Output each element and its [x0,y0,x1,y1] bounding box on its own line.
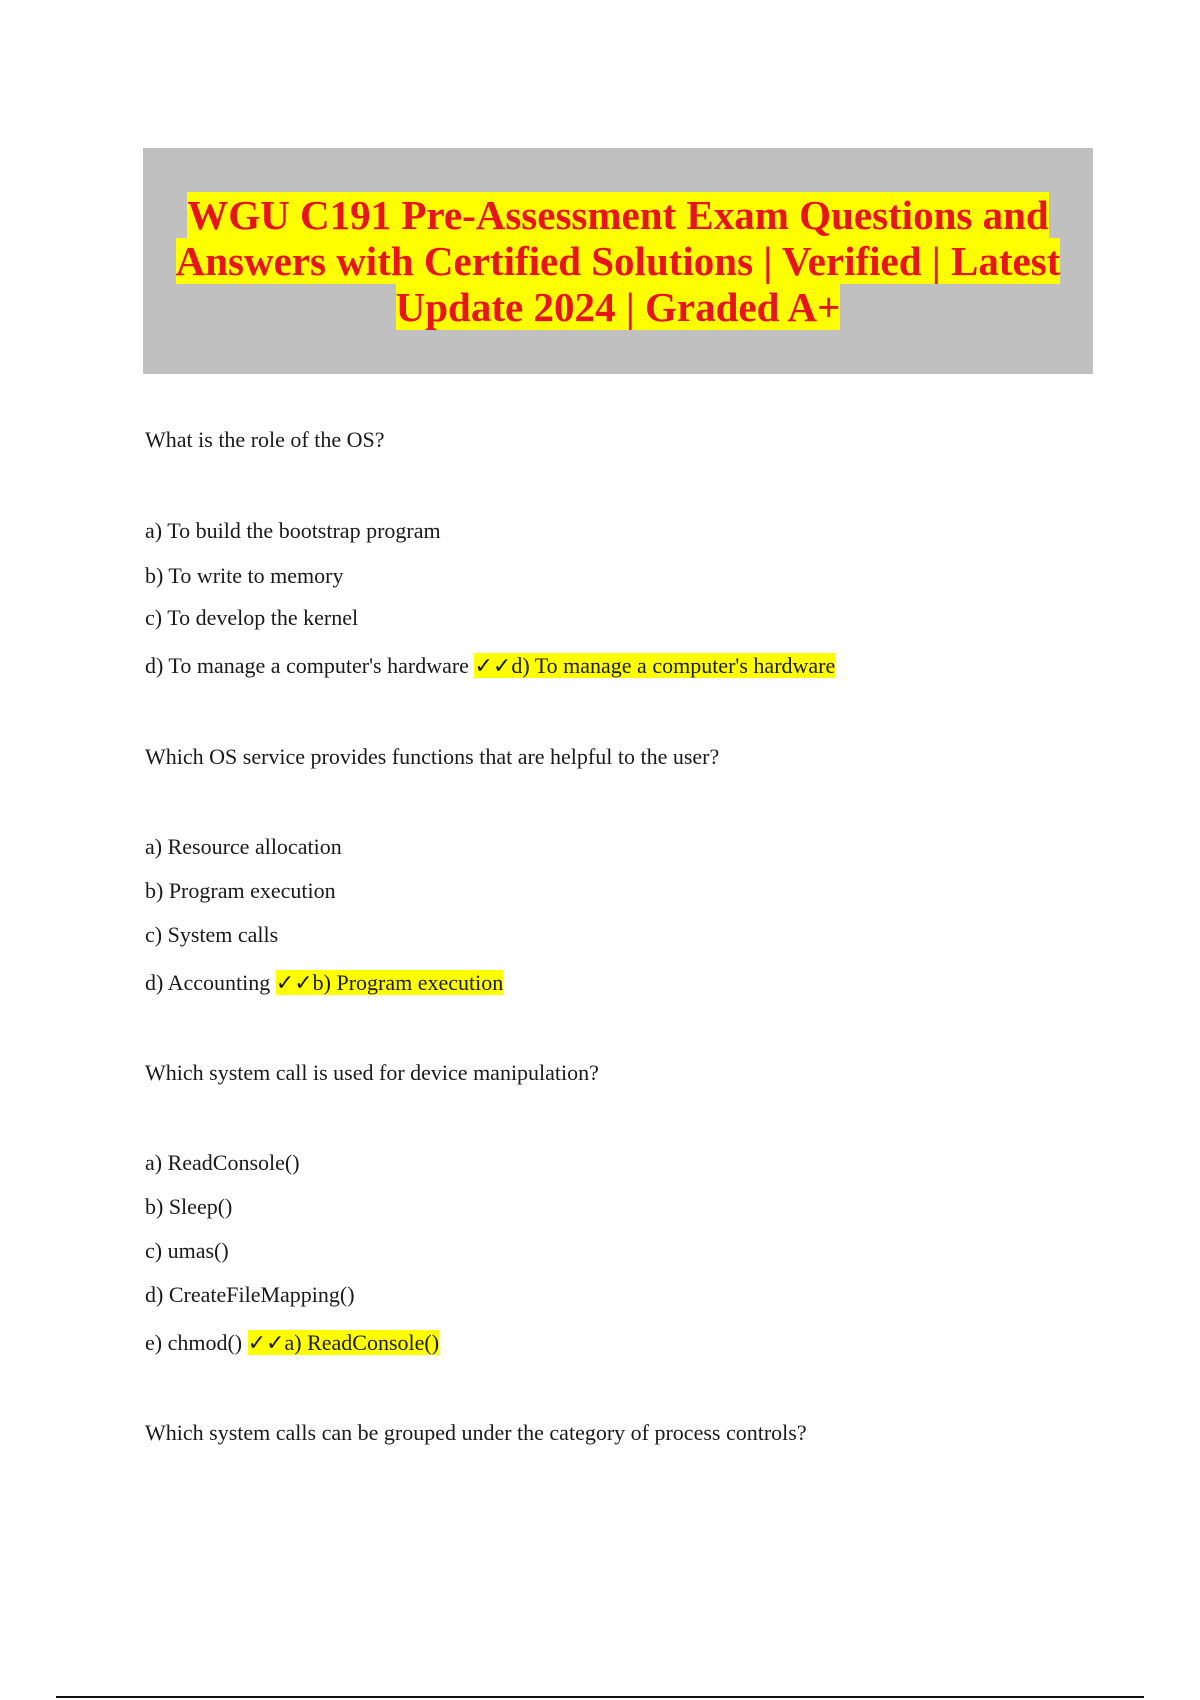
question-3-option-a: a) ReadConsole() [145,1150,300,1175]
question-1-option-d-row [145,652,835,680]
title-line-1: WGU C191 Pre-Assessment Exam Questions and [187,192,1049,238]
page-bottom-rule [56,1696,1144,1698]
title-banner [143,148,1093,374]
question-2-answer: ✓✓b) Program execution [275,970,504,995]
title-line-2: Answers with Certified Solutions | Verified | Latest [175,238,1061,284]
question-1-option-b: b) To write to memory [145,563,344,588]
question-2-option-d-row [145,969,503,997]
document-title [176,192,1061,330]
title-line-3: Update 2024 | Graded A+ [395,284,841,330]
question-2-option-c: c) System calls [145,922,279,947]
question-1-answer: ✓✓d) To manage a computer's hardware [474,653,836,678]
question-3-option-d: d) CreateFileMapping() [145,1282,355,1307]
question-3: Which system call is used for device manipulation? [145,1060,599,1085]
question-2-option-d: d) Accounting [145,970,271,995]
question-2-option-a: a) Resource allocation [145,834,342,859]
question-1: What is the role of the OS? [145,427,385,452]
question-3-answer: ✓✓a) ReadConsole() [247,1330,440,1355]
question-1-option-d: d) To manage a computer's hardware [145,653,469,678]
question-3-option-e-row [145,1329,439,1357]
question-2-option-b: b) Program execution [145,878,336,903]
question-3-option-b: b) Sleep() [145,1194,233,1219]
question-2: Which OS service provides functions that are helpful to the user? [145,744,720,769]
question-4: Which system calls can be grouped under the category of process controls? [145,1420,807,1445]
question-1-option-a: a) To build the bootstrap program [145,518,441,543]
question-3-option-c: c) umas() [145,1238,229,1263]
question-3-option-e: e) chmod() [145,1330,243,1355]
question-1-option-c: c) To develop the kernel [145,605,359,630]
